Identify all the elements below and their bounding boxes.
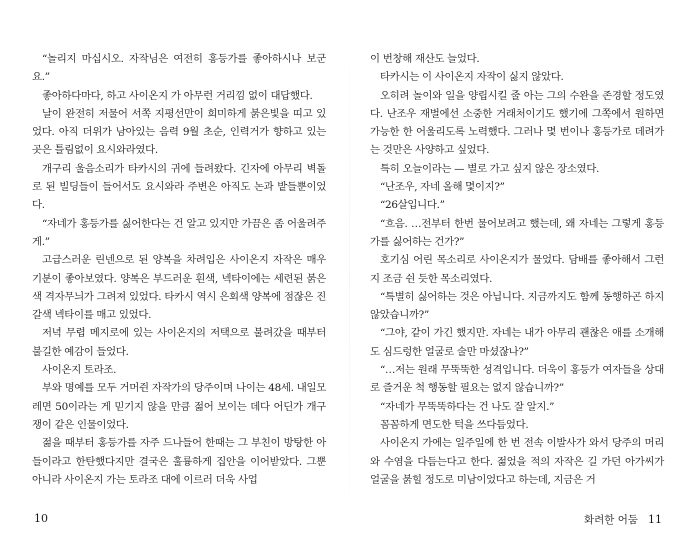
- left-page-body: [32, 50, 326, 489]
- right-page-number: 11: [648, 513, 662, 526]
- paragraph: 부와 명예를 모두 거머쥔 자작가의 당주이며 나이는 48세. 내일모레면 50이라는 게 믿기지 않을 만큼 젊어 보이는 데다 어딘가 개구쟁이 같은 인물이었다.: [32, 382, 326, 431]
- paragraph: 특히 오늘이라는 — 별로 가고 싶지 않은 장소였다.: [380, 162, 600, 175]
- right-page-body: [370, 50, 664, 489]
- running-title: 화려한 어둠: [583, 514, 638, 526]
- paragraph: “난조우, 자네 올해 몇이지?”: [380, 181, 505, 194]
- paragraph: 꼼꼼하게 면도한 턱을 쓰다듬었다.: [380, 418, 529, 431]
- paragraph: “…저는 원래 무뚝뚝한 성격입니다. 더욱이 홍등가 여자들을 상대로 즐거운 척 행동할 필요는 없지 않습니까?”: [370, 364, 664, 395]
- paragraph: 사이온지 토라조.: [42, 364, 117, 377]
- paragraph: 저녁 무렵 메지로에 있는 사이온지의 저택으로 불려갔을 때부터 불길한 예감이 들었다.: [32, 327, 326, 358]
- paragraph: “자네가 홍등가를 싫어한다는 건 알고 있지만 가끔은 좀 어울려주게.”: [32, 217, 326, 248]
- paragraph: 이 번창해 재산도 늘었다.: [370, 53, 480, 65]
- paragraph: “26살입니다.”: [380, 199, 445, 212]
- right-footer: [584, 512, 662, 527]
- paragraph: 젊을 때부터 홍등가를 자주 드나들어 한때는 그 부친이 방탕한 아들이라고 한탄했다지만 결국은 훌륭하게 집안을 이어받았다. 그뿐 아니라 사이온지 가는 토라조 대에 이르러 더욱 사업: [32, 437, 326, 486]
- paragraph: 좋아하다마다, 하고 사이온지 가 아무런 거리낌 없이 대답했다.: [42, 89, 313, 102]
- paragraph: 사이온지 가에는 일주일에 한 번 전속 이발사가 와서 당주의 머리와 수염을 다듬는다고 한다. 젊었을 적의 자작은 길 가던 아가씨가 얼굴을 붉힐 정도로 미남이었다고 하는데, 지금은 거: [370, 437, 664, 486]
- paragraph: “놀리지 마십시오. 자작님은 여전히 홍등가를 좋아하시나 보군요.”: [32, 53, 326, 84]
- paragraph: “흐음. …전부터 한번 물어보려고 했는데, 왜 자네는 그렇게 홍등가를 싫어하는 건가?”: [370, 217, 664, 248]
- paragraph: “특별히 싫어하는 것은 아닙니다. 지금까지도 함께 동행하곤 하지 않았습니까?”: [370, 290, 664, 322]
- paragraph: 개구리 울음소리가 타카시의 귀에 들려왔다. 긴자에 아무리 벽돌로 된 빌딩들이 들어서도 요시와라 주변은 아직도 논과 밭들뿐이었다.: [32, 162, 326, 212]
- book-gutter: [349, 0, 350, 560]
- paragraph: 고급스러운 린넨으로 된 양복을 차려입은 사이온지 자작은 매우 기분이 좋아보였다. 양복은 부드러운 흰색, 넥타이에는 세련된 붉은색 격자무늬가 그려져 있었다. 타카시 역시 은회색 양복에 점잖은 진갈색 넥타이를 매고 있었다.: [32, 254, 326, 322]
- paragraph: 오히려 놀이와 일을 양립시킬 줄 아는 그의 수완을 존경할 정도였다. 난조우 재벌에선 소중한 거래처이기도 했기에 그쪽에서 원하면 가능한 한 어울리도록 노력했다. 그러나 몇 번이나 홍등가로 데려가는 것만은 사양하고 싶었다.: [370, 89, 664, 157]
- left-page-number: 10: [34, 512, 48, 525]
- paragraph: 호기심 어린 목소리로 사이온지가 물었다. 담배를 좋아해서 그런지 조금 쉰 듯한 목소리였다.: [370, 254, 664, 285]
- paragraph: “자네가 무뚝뚝하다는 건 나도 잘 알지.”: [380, 400, 555, 413]
- paragraph: “그야, 같이 가긴 했지만. 자네는 내가 아무리 괜찮은 애를 소개해도 심드렁한 얼굴로 술만 마셨잖나?”: [370, 327, 664, 358]
- paragraph: 날이 완전히 저물어 서쪽 지평선만이 희미하게 붉은빛을 띠고 있었다. 아직 더위가 남아있는 음력 9월 초순, 인력거가 향하고 있는 곳은 틀림없이 요시와라였다.: [32, 107, 326, 157]
- paragraph: 타카시는 이 사이온지 자작이 싫지 않았다.: [380, 71, 564, 84]
